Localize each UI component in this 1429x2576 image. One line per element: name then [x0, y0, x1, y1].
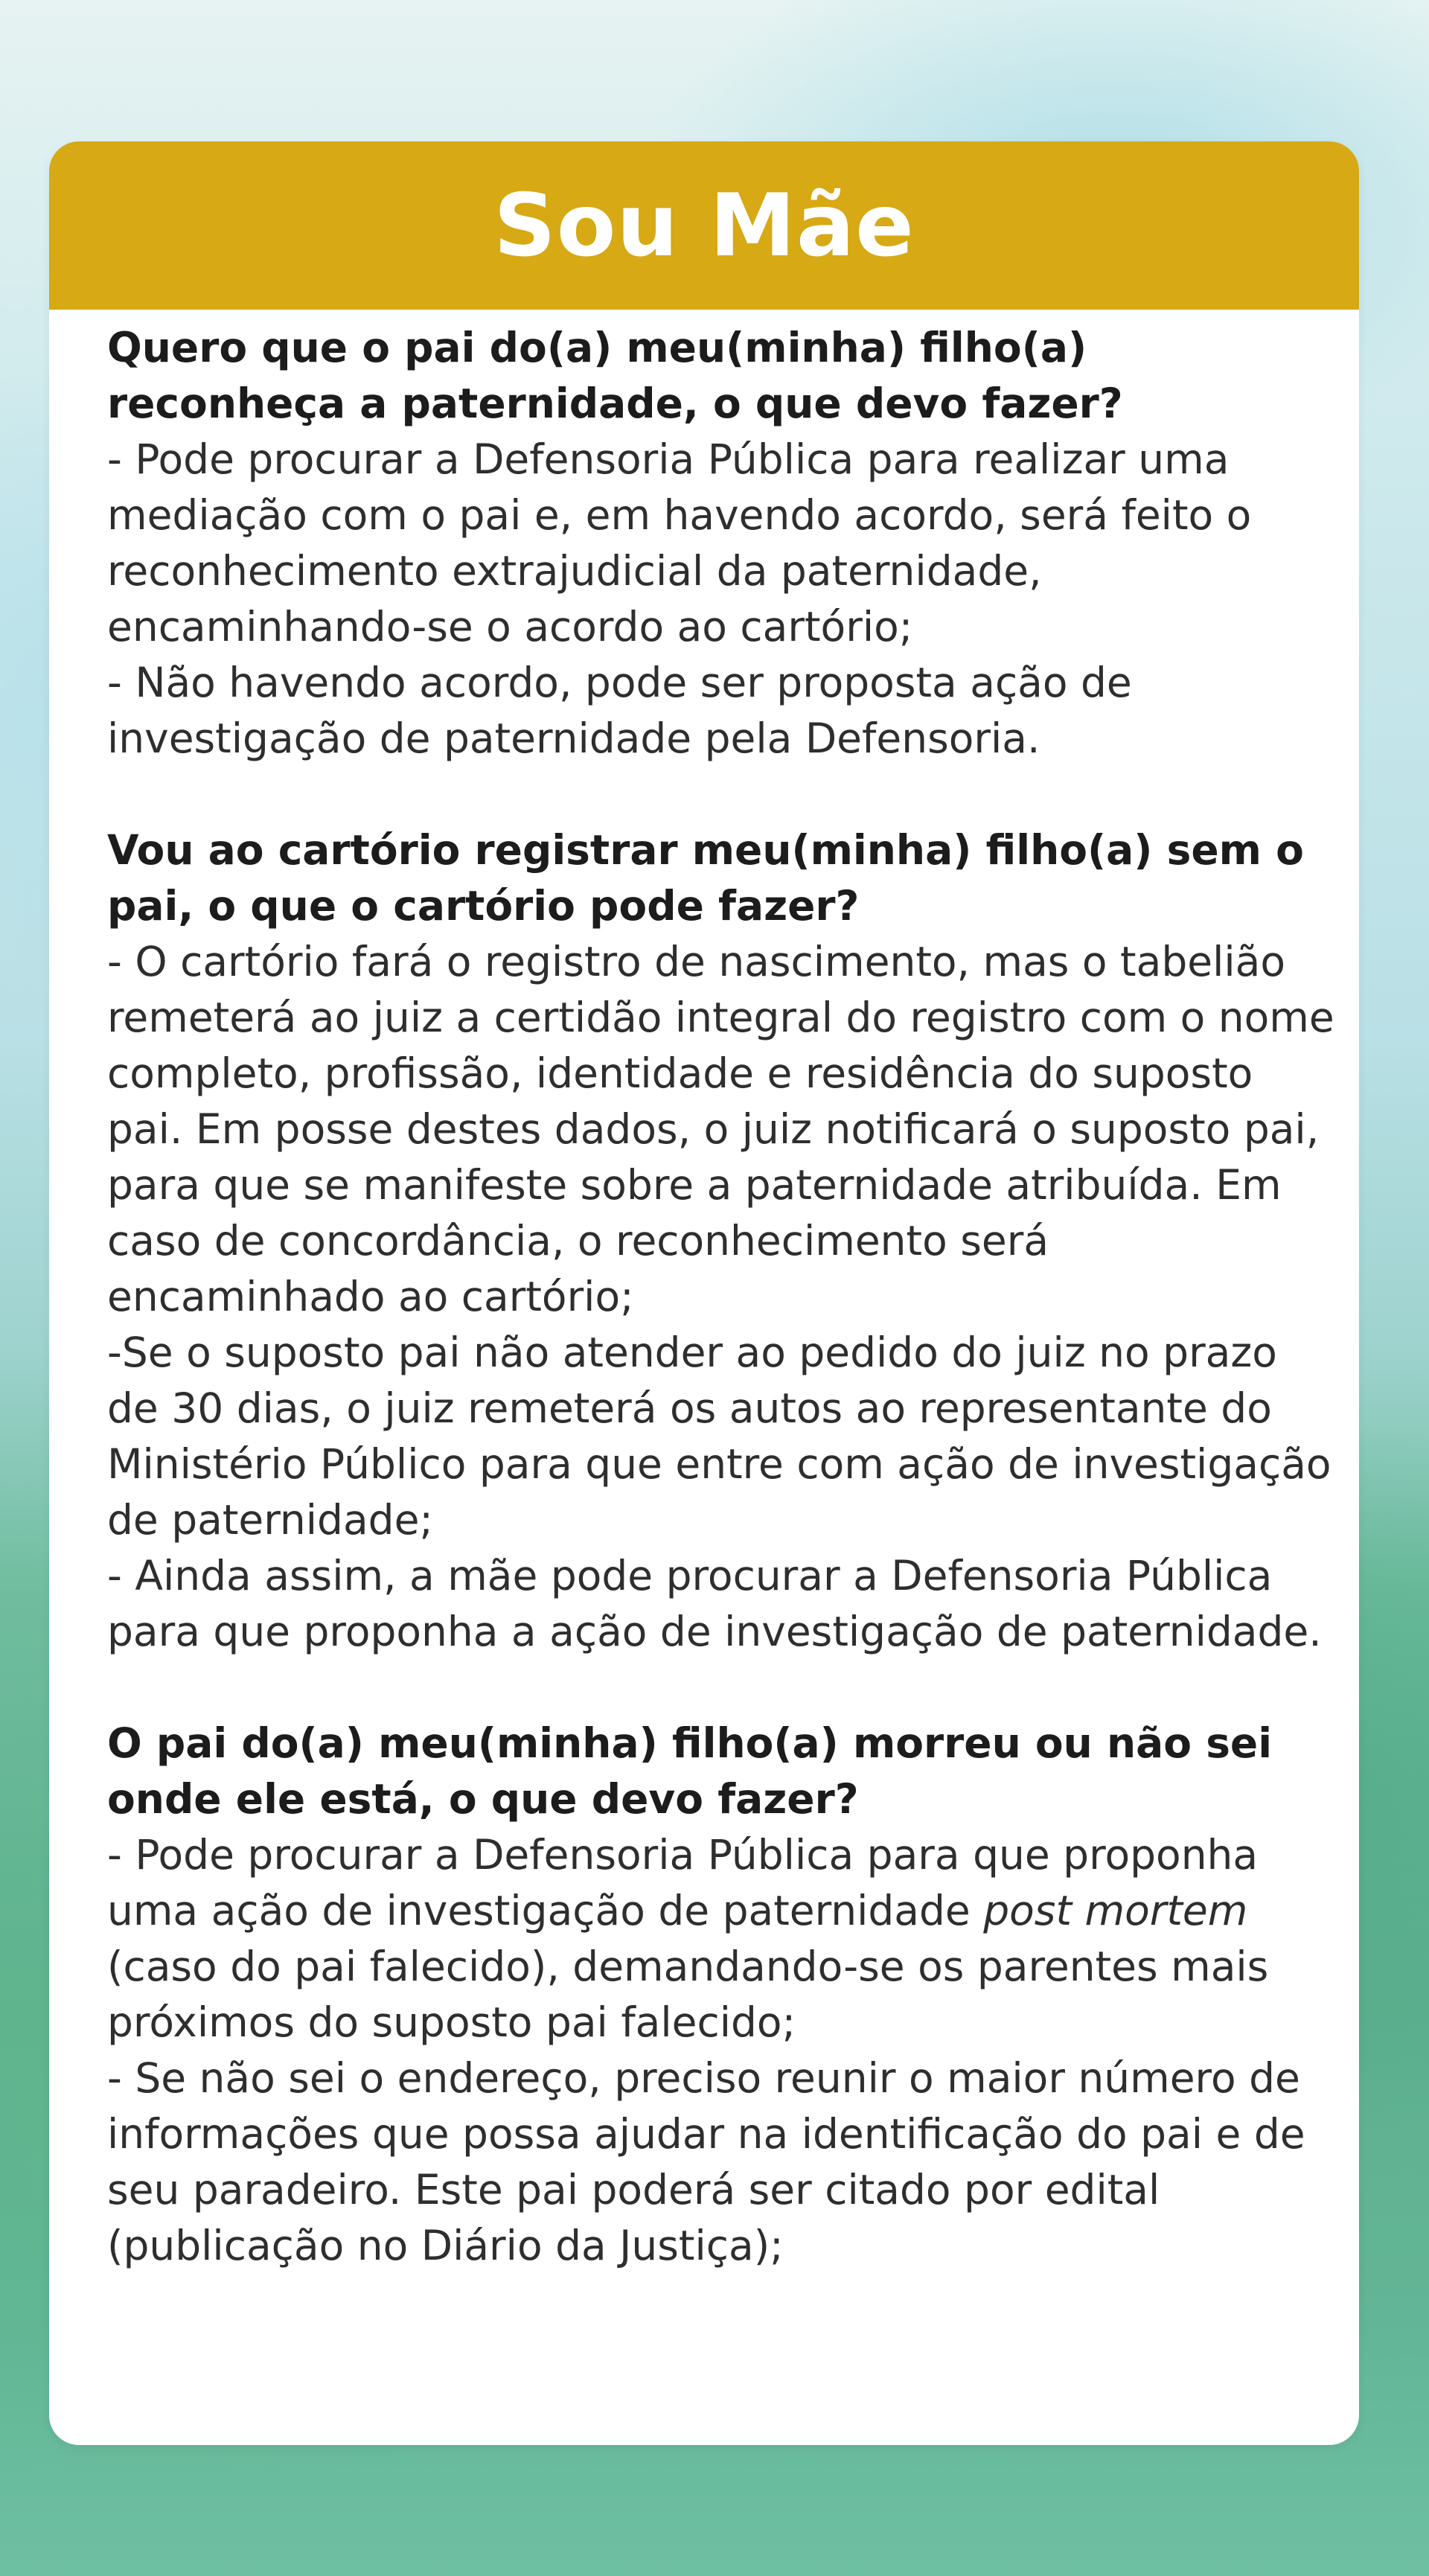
page-title: Sou Mãe	[493, 175, 915, 276]
faq-question: Vou ao cartório registrar meu(minha) filho(a) sem o pai, o que o cartório pode fazer?	[107, 826, 1304, 930]
info-card	[49, 141, 1359, 2445]
faq-answer: -Se o suposto pai não atender ao pedido do juiz no prazo de 30 dias, o juiz remeterá os autos ao representante do Ministério Público para que entre com ação de investigação de paternidade;	[107, 1329, 1332, 1544]
faq-answer: - Pode procurar a Defensoria Pública para realizar uma mediação com o pai e, em havendo acordo, será feito o reconhecimento extrajudicial da paternidade, encaminhando-se o acordo ao cartório;	[107, 435, 1252, 651]
faq-question: Quero que o pai do(a) meu(minha) filho(a) reconheça a paternidade, o que devo fazer?	[107, 324, 1123, 427]
faq-question: O pai do(a) meu(minha) filho(a) morreu ou não sei onde ele está, o que devo fazer?	[107, 1719, 1273, 1823]
faq-answer	[107, 1827, 1335, 2051]
faq-answer: - Ainda assim, a mãe pode procurar a Defensoria Pública para que proponha a ação de investigação de paternidade.	[107, 1552, 1322, 1655]
faq-item	[107, 1716, 1335, 2274]
faq-answer: - Se não sei o endereço, preciso reunir o maior número de informações que possa ajudar na identificação do pai e de seu paradeiro. Este pai poderá ser citado por edital (publicação no Diário da Justiça);	[107, 2054, 1305, 2269]
latin-term: post mortem	[983, 1887, 1248, 1934]
faq-answer: - Não havendo acordo, pode ser proposta ação de investigação de paternidade pela Defensoria.	[107, 659, 1132, 762]
faq-item	[107, 320, 1335, 767]
faq-answer: - O cartório fará o registro de nascimento, mas o tabelião remeterá ao juiz a certidão integral do registro com o nome completo, profissão, identidade e residência do suposto pai. Em posse destes dados, o juiz notificará o suposto pai, para que se manifeste sobre a paternidade atribuída. Em caso de concordância, o reconhecimento será encaminhado ao cartório;	[107, 938, 1334, 1320]
title-banner	[49, 141, 1359, 310]
faq-answer-text: - Pode procurar a Defensoria Pública para que proponha uma ação de investigação de paternidade	[107, 1831, 1259, 1934]
faq-content	[107, 320, 1335, 2330]
faq-answer-text: (caso do pai falecido), demandando-se os parentes mais próximos do suposto pai falecido;	[107, 1943, 1269, 2046]
faq-item	[107, 822, 1335, 1660]
